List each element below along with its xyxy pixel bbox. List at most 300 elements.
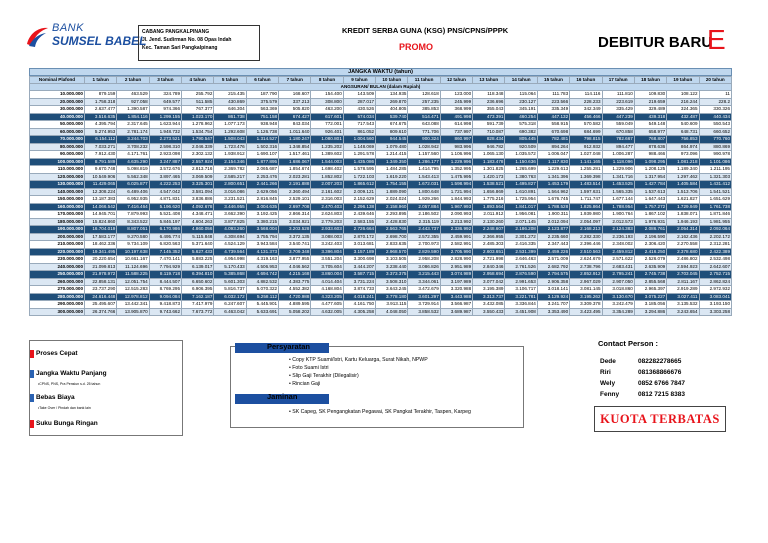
installment-cell: 2.336.992 <box>440 226 472 234</box>
installment-cell: 3.313.737 <box>473 293 505 301</box>
installment-cell: 1.348.854 <box>279 143 311 151</box>
installment-cell: 756.853 <box>667 136 699 144</box>
installment-cell: 1.677.144 <box>602 196 634 204</box>
installment-cell: 2.302.132 <box>182 151 214 159</box>
requirement-item: • Copy KTP Suami/Istri, Kartu Keluarga, Surat Nikah, NPWP <box>289 357 428 363</box>
installment-cell: 648.731 <box>667 128 699 136</box>
installment-cell: 1.721.994 <box>440 188 472 196</box>
installment-cell: 1.871.846 <box>699 211 731 219</box>
installment-cell: 1.610.891 <box>505 188 537 196</box>
installment-cell: 4.171.761 <box>117 151 149 159</box>
installment-cell: 2.852.912 <box>570 271 602 279</box>
installment-cell: 809.610 <box>376 128 408 136</box>
installment-cell: 2.196.590 <box>634 233 666 241</box>
installment-cell: 549.148 <box>634 121 666 129</box>
installment-cell: 187.790 <box>246 91 278 99</box>
installment-cell: 5.601.303 <box>214 278 246 286</box>
installment-cell: 2.629.056 <box>246 188 278 196</box>
installment-cell: 2.054.097 <box>570 218 602 226</box>
column-header: 12 tahun <box>440 77 472 84</box>
installment-cell: 1.208.125 <box>634 166 666 174</box>
contact-phone: 082282278665 <box>638 358 682 365</box>
column-header: 10 tahun <box>376 77 408 84</box>
installment-cell: 920.509 <box>505 143 537 151</box>
installment-cell: 2.024.024 <box>376 196 408 204</box>
installment-cell: 1.723.476 <box>214 143 246 151</box>
installment-cell: 660.652 <box>699 128 731 136</box>
column-header: 17 tahun <box>602 77 634 84</box>
installment-cell: 13.442.341 <box>117 301 149 309</box>
installment-cell: 8.444.507 <box>149 278 181 286</box>
table-row <box>30 278 732 286</box>
installment-cell: 3.858.532 <box>408 308 440 316</box>
installment-cell: 1.981.955 <box>699 218 731 226</box>
installment-cell: 1.865.612 <box>343 181 375 189</box>
installment-cell: 447.132 <box>537 113 569 121</box>
installment-cell: 5.627.433 <box>182 248 214 256</box>
installment-cell: 2.213.992 <box>440 218 472 226</box>
installment-cell: 4.215.168 <box>279 271 311 279</box>
installment-cell: 10.549.906 <box>85 173 117 181</box>
installment-cell: 2.572.355 <box>408 233 440 241</box>
installment-cell: 11.429.065 <box>85 181 117 189</box>
installment-cell: 4.222.253 <box>149 181 181 189</box>
branch-district: Kec. Taman Sari Pangkalpinang <box>142 45 218 51</box>
installment-cell: 1.564.962 <box>537 188 569 196</box>
installment-cell: 4.308.694 <box>214 233 246 241</box>
installment-cell: 4.882.532 <box>246 278 278 286</box>
feature-marker <box>30 350 34 358</box>
installment-cell: 927.058 <box>117 98 149 106</box>
installment-cell: 2.023.281 <box>279 173 311 181</box>
installment-cell: 5.196.620 <box>149 203 181 211</box>
installment-cell: 2.065.687 <box>246 166 278 174</box>
installment-cell: 1.080.801 <box>311 136 343 144</box>
installment-cell: 6.170.986 <box>149 226 181 234</box>
installment-cell: 550.543 <box>699 121 731 129</box>
installment-cell: 2.965.397 <box>634 286 666 294</box>
installment-cell: 345.191 <box>505 106 537 114</box>
installment-cell: 3.034.921 <box>279 218 311 226</box>
installment-cell: 215.435 <box>214 91 246 99</box>
installment-cell: 3.551.204 <box>311 256 343 264</box>
installment-cell: 3.018.141 <box>537 286 569 294</box>
installment-cell: 5.098.819 <box>117 166 149 174</box>
installment-cell: 5.846.197 <box>149 218 181 226</box>
contact-phone: 081368866676 <box>638 369 682 376</box>
installment-cell: 11.588.225 <box>117 271 149 279</box>
installment-cell: 3.135.532 <box>667 301 699 309</box>
branch-address <box>138 25 260 61</box>
installment-cell: 2.124.383 <box>602 226 634 234</box>
installment-cell: 973.096 <box>667 151 699 159</box>
installment-cell: 3.013.681 <box>343 241 375 249</box>
logo-bank-text: BANK <box>52 22 84 34</box>
installment-cell: 17.583.177 <box>85 233 117 241</box>
installment-cell: 3.689.987 <box>440 308 472 316</box>
installment-cell: 128.618 <box>408 91 440 99</box>
installment-cell: 2.123.877 <box>537 226 569 234</box>
installment-cell: 4.093.260 <box>214 226 246 234</box>
installment-cell: 894.477 <box>602 143 634 151</box>
jaminan-text: • SK Capeg, SK Pengangkatan Pegawai, SK Pangkat Terakhir, Taspen, Karpeg <box>289 409 471 415</box>
installment-cell: 2.958.694 <box>473 271 505 279</box>
installment-cell: 2.951.989 <box>440 263 472 271</box>
installment-cell: 2.529.101 <box>279 196 311 204</box>
plafond-cell: 120.000.000 <box>30 173 85 181</box>
installment-cell: 1.077.173 <box>214 121 246 129</box>
installment-cell: 879.159 <box>85 91 117 99</box>
table-body <box>30 91 732 316</box>
installment-cell: 1.483.514 <box>570 181 602 189</box>
feature-jangka-note: •CPNS, PNS, Pra Pensiun s.d. 25 tahun <box>38 382 101 386</box>
column-header: 1 tahun <box>85 77 117 84</box>
installment-cell: 1.800.648 <box>408 188 440 196</box>
plafond-cell: 190.000.000 <box>30 226 85 234</box>
installment-cell: 7.417.979 <box>182 301 214 309</box>
column-header: 20 tahun <box>699 77 731 84</box>
installment-cell: 8.769.295 <box>149 286 181 294</box>
installment-cell: 3.303.258 <box>699 308 731 316</box>
installment-cell: 2.526.079 <box>634 256 666 264</box>
installment-cell: 23.737.290 <box>85 286 117 294</box>
installment-cell: 1.301.825 <box>473 166 505 174</box>
installment-cell: 782.481 <box>537 136 569 144</box>
installment-cell: 2.603.651 <box>473 248 505 256</box>
installment-cell: 861.738 <box>214 113 246 121</box>
bank-logo <box>24 20 147 60</box>
installment-cell: 4.506.953 <box>246 263 278 271</box>
installment-cell: 3.396.804 <box>311 248 343 256</box>
installment-cell: 404.805 <box>376 106 408 114</box>
installment-cell: 2.236.193 <box>602 233 634 241</box>
requirement-item: • Rincian Gaji <box>289 381 321 387</box>
installment-cell: 5.058.202 <box>279 308 311 316</box>
installment-cell: 1.183.478 <box>473 158 505 166</box>
installment-cell: 878.636 <box>634 143 666 151</box>
installment-cell: 2.829.590 <box>408 248 440 256</box>
installment-cell: 1.929.266 <box>408 196 440 204</box>
installment-cell: 2.862.824 <box>699 278 731 286</box>
installment-cell: 1.852.802 <box>311 173 343 181</box>
installment-cell: 3.581.094 <box>182 188 214 196</box>
installment-cell: 2.582.991 <box>440 241 472 249</box>
installment-cell: 2.563.765 <box>376 226 408 234</box>
installment-cell: 2.624.679 <box>570 256 602 264</box>
plafond-cell: 160.000.000 <box>30 203 85 211</box>
installment-cell: 1.676.745 <box>537 196 569 204</box>
installment-cell: 772.001 <box>311 121 343 129</box>
installment-cell: 782.667 <box>602 136 634 144</box>
installment-cell: 3.242.479 <box>602 301 634 309</box>
installment-cell: 2.378.680 <box>667 248 699 256</box>
installment-cell: 1.098.295 <box>634 158 666 166</box>
installment-cell: 3.778.180 <box>376 293 408 301</box>
installment-cell: 2.470.403 <box>311 203 343 211</box>
installment-cell: 4.014.404 <box>311 278 343 286</box>
installment-cell: 7.673.772 <box>182 308 214 316</box>
installment-cell: 1.420.173 <box>473 173 505 181</box>
table-row <box>30 271 732 279</box>
installment-cell: 9.743.662 <box>149 308 181 316</box>
installment-cell: 8.791.589 <box>85 158 117 166</box>
installment-cell: 717.543 <box>343 121 375 129</box>
installment-cell: 4.720.988 <box>279 293 311 301</box>
installment-cell: 3.244.703 <box>117 136 149 144</box>
logo-name-text: SUMSEL BABEL <box>52 34 147 48</box>
installment-cell: 3.027.411 <box>667 293 699 301</box>
installment-cell: 983.996 <box>440 143 472 151</box>
installment-cell: 5.445.901 <box>246 301 278 309</box>
installment-cell: 2.906.358 <box>537 278 569 286</box>
installment-cell: 4.018.241 <box>343 293 375 301</box>
table-row <box>30 263 732 271</box>
installment-cell: 1.538.521 <box>473 181 505 189</box>
installment-cell: 118.348 <box>473 91 505 99</box>
installment-cell: 2.907.050 <box>602 278 634 286</box>
installment-cell: 1.790.547 <box>182 136 214 144</box>
installment-cell: 440.434 <box>699 113 731 121</box>
installment-cell: 3.836.886 <box>182 196 214 204</box>
installment-cell: 1.317.954 <box>634 173 666 181</box>
installment-cell: 5.170.433 <box>214 263 246 271</box>
installment-cell: 771.706 <box>408 128 440 136</box>
column-header: 11 tahun <box>408 77 440 84</box>
installment-cell: 3.247.887 <box>149 158 181 166</box>
plafond-cell: 200.000.000 <box>30 233 85 241</box>
installment-cell: 447.239 <box>602 113 634 121</box>
installment-cell: 3.081.145 <box>570 286 602 294</box>
installment-cell: 4.552.382 <box>279 286 311 294</box>
installment-cell: 3.195.262 <box>570 293 602 301</box>
installment-cell: 1.106.996 <box>440 151 472 159</box>
installment-cell: 4.161.750 <box>343 301 375 309</box>
installment-cell: 805.445 <box>505 136 537 144</box>
installment-cell: 7.033.271 <box>85 143 117 151</box>
installment-cell: 2.191.888 <box>279 181 311 189</box>
installment-cell: 3.451.908 <box>505 308 537 316</box>
bank-swoosh-icon <box>24 24 50 50</box>
installment-cell: 3.443.988 <box>440 293 472 301</box>
installment-cell: 2.637.477 <box>85 106 117 114</box>
installment-cell: 4.860.056 <box>182 226 214 234</box>
installment-cell: 944.545 <box>376 136 408 144</box>
installment-cell: 1.651.629 <box>699 196 731 204</box>
column-header: 7 tahun <box>279 77 311 84</box>
installment-cell: 18.462.336 <box>85 241 117 249</box>
installment-cell: 3.185.056 <box>634 301 666 309</box>
table-row <box>30 91 732 99</box>
installment-cell: 2.441.266 <box>246 181 278 189</box>
installment-cell: 3.157.189 <box>343 248 375 256</box>
installment-cell: 2.738.796 <box>570 263 602 271</box>
table-row <box>30 203 732 211</box>
plafond-cell: 130.000.000 <box>30 181 85 189</box>
installment-cell: 1.597.631 <box>570 188 602 196</box>
installment-cell: 1.453.179 <box>537 181 569 189</box>
installment-cell: 2.779.203 <box>311 218 343 226</box>
installment-cell: 3.231.521 <box>214 196 246 204</box>
installment-cell: 1.286.177 <box>408 158 440 166</box>
installment-cell: 1.314.527 <box>246 136 278 144</box>
installment-cell: 430.526 <box>343 106 375 114</box>
installment-cell: 5.258.112 <box>246 293 278 301</box>
installment-cell: 14.945.701 <box>85 211 117 219</box>
contact-row <box>600 369 682 376</box>
installment-cell: 2.919.289 <box>667 286 699 294</box>
installment-cell: 558.915 <box>537 121 569 129</box>
installment-cell: 4.635.290 <box>117 158 149 166</box>
installment-cell: 674.427 <box>279 113 311 121</box>
column-header: 14 tahun <box>505 77 537 84</box>
installment-cell: 287.017 <box>343 98 375 106</box>
installment-cell: 5.562.348 <box>117 173 149 181</box>
installment-cell: 2.366.955 <box>473 233 505 241</box>
installment-cell: 1.758.318 <box>85 98 117 106</box>
installment-table-wrap <box>29 68 732 316</box>
contact-phone: 0852 6766 7847 <box>638 380 685 387</box>
installment-cell: 2.781.174 <box>117 128 149 136</box>
installment-cell: 670.858 <box>602 128 634 136</box>
installment-cell: 1.534.754 <box>182 128 214 136</box>
installment-cell: 216.244 <box>667 98 699 106</box>
installment-cell: 3.540.741 <box>279 241 311 249</box>
installment-cell: 6.394.810 <box>182 271 214 279</box>
installment-cell: 6.952.935 <box>117 196 149 204</box>
installment-cell: 2.416.250 <box>634 248 666 256</box>
installment-cell: 864.974 <box>667 143 699 151</box>
branch-name: CABANG PANGKALPINANG <box>142 29 210 35</box>
installment-cell: 1.867.102 <box>634 211 666 219</box>
installment-cell: 2.161.602 <box>311 188 343 196</box>
installment-cell: 3.444.207 <box>343 263 375 271</box>
column-header: 15 tahun <box>537 77 569 84</box>
installment-cell: 2.968.570 <box>376 248 408 256</box>
installment-cell: 6.820.563 <box>149 241 181 249</box>
installment-cell: 439.318 <box>634 113 666 121</box>
installment-cell: 3.294.886 <box>634 308 666 316</box>
installment-cell: 684.699 <box>570 128 602 136</box>
installment-cell: 5.633.691 <box>246 308 278 316</box>
installment-cell: 2.585.217 <box>214 173 246 181</box>
installment-cell: 2.459.812 <box>602 248 634 256</box>
installment-cell: 2.972.932 <box>699 286 731 294</box>
installment-cell: 2.090.993 <box>440 211 472 219</box>
installment-cell: 1.265.699 <box>505 166 537 174</box>
installment-cell: 2.705.990 <box>440 248 472 256</box>
installment-cell: 2.923.098 <box>149 151 181 159</box>
installment-cell: 3.446.955 <box>214 203 246 211</box>
installment-cell: 228.2 <box>699 98 731 106</box>
installment-cell: 12.051.754 <box>117 278 149 286</box>
installment-cell: 236.696 <box>473 98 505 106</box>
installment-cell: 3.086.826 <box>408 263 440 271</box>
installment-cell: 1.081.218 <box>667 158 699 166</box>
installment-cell: 7.879.993 <box>117 211 149 219</box>
installment-cell: 900.324 <box>408 136 440 144</box>
installment-cell: 2.306.420 <box>634 241 666 249</box>
column-header: 5 tahun <box>214 77 246 84</box>
installment-cell: 2.428.830 <box>376 218 408 226</box>
installment-cell: 2.624.803 <box>311 211 343 219</box>
installment-cell: 2.642.607 <box>699 263 731 271</box>
table-row <box>30 143 732 151</box>
contact-name: Fenny <box>600 391 620 398</box>
installment-cell: 2.416.335 <box>505 241 537 249</box>
installment-cell: 9.670.748 <box>85 166 117 174</box>
installment-cell: 617.601 <box>311 113 343 121</box>
installment-cell: 3.943.584 <box>246 241 278 249</box>
installment-cell: 3.353.490 <box>537 308 569 316</box>
table-sub-header: ANGSURAN/ BULAN (dalam Rupiah) <box>30 84 732 91</box>
installment-cell: 4.871.831 <box>149 196 181 204</box>
installment-cell: 3.243.654 <box>667 308 699 316</box>
installment-cell: 3.731.224 <box>343 278 375 286</box>
installment-cell: 4.739.564 <box>214 248 246 256</box>
installment-cell: 14.066.542 <box>85 203 117 211</box>
table-row <box>30 188 732 196</box>
feature-bebas: Bebas Biaya <box>36 394 75 401</box>
installment-cell: 1.517.461 <box>279 151 311 159</box>
feature-marker <box>30 394 34 402</box>
table-row <box>30 226 732 234</box>
installment-cell: 6.489.406 <box>117 188 149 196</box>
installment-cell: 2.235.660 <box>537 233 569 241</box>
installment-cell: 3.897.465 <box>149 173 181 181</box>
installment-cell: 1.838.071 <box>667 211 699 219</box>
plafond-cell: 110.000.000 <box>30 166 85 174</box>
table-row <box>30 106 732 114</box>
installment-cell: 2.635.909 <box>634 263 666 271</box>
installment-cell: 21.978.972 <box>85 271 117 279</box>
installment-cell: 4.954.998 <box>214 256 246 264</box>
debitur-label: DEBITUR BARU <box>598 34 713 51</box>
installment-cell: 1.711.747 <box>570 196 602 204</box>
requirements-box <box>230 342 524 428</box>
installment-cell: 9.418.873 <box>149 301 181 309</box>
installment-cell: 6.650.602 <box>182 278 214 286</box>
installment-cell: 4.319.163 <box>246 256 278 264</box>
plafond-cell: 70.000.000 <box>30 136 85 144</box>
installment-cell: 2.273.521 <box>149 136 181 144</box>
column-header: 18 tahun <box>634 77 666 84</box>
column-header: 16 tahun <box>570 77 602 84</box>
installment-cell: 6.247.607 <box>214 301 246 309</box>
installment-cell: 1.844.993 <box>440 196 472 204</box>
installment-cell: 1.475.995 <box>440 173 472 181</box>
installment-cell: 335.429 <box>602 106 634 114</box>
installment-cell: 1.854.674 <box>279 166 311 174</box>
installment-cell: 115.064 <box>505 91 537 99</box>
installment-cell: 1.686.067 <box>279 158 311 166</box>
installment-cell: 2.347.443 <box>537 241 569 249</box>
installment-cell: 10.661.167 <box>117 256 149 264</box>
installment-cell: 3.566.987 <box>440 301 472 309</box>
installment-cell: 3.877.955 <box>279 256 311 264</box>
installment-cell: 2.316.003 <box>311 196 343 204</box>
installment-cell: 3.860.004 <box>311 271 343 279</box>
installment-cell: 3.238.440 <box>376 263 408 271</box>
installment-cell: 1.157.560 <box>408 151 440 159</box>
installment-cell: 3.568.004 <box>246 226 278 234</box>
installment-cell: 1.079.480 <box>376 143 408 151</box>
installment-cell: 643.088 <box>408 121 440 129</box>
installment-cell: 1.369.398 <box>570 173 602 181</box>
installment-cell: 7.162.187 <box>182 293 214 301</box>
installment-cell: 2.012.094 <box>537 218 569 226</box>
installment-cell: 861.052 <box>343 128 375 136</box>
plafond-cell: 230.000.000 <box>30 256 85 264</box>
